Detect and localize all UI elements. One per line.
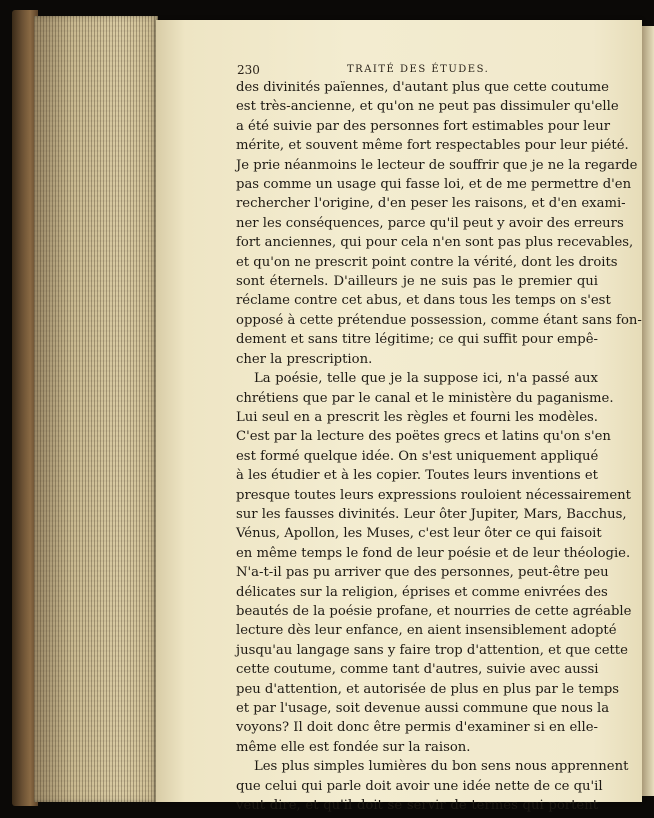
text-line: pas comme un usage qui fasse loi, et de me permettre d'en [236,177,632,193]
text-line: beautés de la poésie profane, et nourries de cette agréable [236,603,632,619]
text-line: jusqu'au langage sans y faire trop d'attention, et que cette [236,642,628,658]
text-line: cher la prescription. [236,351,373,367]
text-line: Vénus, Apollon, les Muses, c'est leur ôter ce qui faisoit [236,526,602,542]
text-line: rechercher l'origine, d'en peser les raisons, et d'en exami- [236,196,626,212]
running-head: TRAITÉ DES ÉTUDES. [347,64,490,75]
text-line: opposé à cette prétendue possession, comme étant sans fon- [236,312,642,328]
text-line: lecture dès leur enfance, en aient insensiblement adopté [236,623,617,639]
text-line: dement et sans titre légitime; ce qui suffit pour empê- [236,332,598,348]
text-line: Lui seul en a prescrit les règles et fourni les modèles. [236,409,598,425]
page-number: 230 [237,63,260,77]
page-text [236,78,642,815]
text-line: et qu'on ne prescrit point contre la vérité, dont les droits [236,254,618,270]
text-line: voyons? Il doit donc être permis d'examiner si en elle- [236,720,598,736]
text-line: réclame contre cet abus, et dans tous les temps on s'est [236,293,611,309]
text-line: presque toutes leurs expressions rouloient nécessairement [236,487,631,503]
text-line: a été suivie par des personnes fort estimables pour leur [236,118,610,134]
text-line: est très-ancienne, et qu'on ne peut pas dissimuler qu'elle [236,99,619,115]
text-line: à les étudier et à les copier. Toutes leurs inventions et [236,468,598,484]
text-line: en même temps le fond de leur poésie et de leur théologie. [236,545,631,561]
text-line: que celui qui parle doit avoir une idée nette de ce qu'il [236,778,603,794]
page-block-edges [34,16,158,802]
right-page-edge [642,26,654,796]
text-line: mérite, et souvent même fort respectables pour leur piété. [236,138,629,154]
text-line: délicates sur la religion, éprises et comme enivrées des [236,584,608,600]
text-line: et par l'usage, soit devenue aussi commune que nous la [236,701,610,716]
text-line: Je prie néanmoins le lecteur de souffrir que je ne la regarde [236,157,638,173]
text-line: est formé quelque idée. On s'est uniquement appliqué [236,448,599,464]
text-line: même elle est fondée sur la raison. [236,739,471,755]
text-line: N'a-t-il pas pu arriver que des personnes, peut-être peu [236,565,609,581]
text-line: sont éternels. D'ailleurs je ne suis pas le premier qui [236,274,598,290]
text-line: Les plus simples lumières du bon sens nous apprennent [254,759,629,775]
text-line: ner les conséquences, parce qu'il peut y avoir des erreurs [236,215,624,231]
page-header [237,63,597,77]
text-line: La poésie, telle que je la suppose ici, n'a passé aux [254,371,598,387]
text-line: C'est par la lecture des poëtes grecs et latins qu'on s'en [236,429,611,445]
text-line: veut dire, et qu'il doit se servir de termes qui portent [236,798,598,814]
text-line: fort anciennes, qui pour cela n'en sont pas plus recevables, [236,235,634,251]
text-line: peu d'attention, et autorisée de plus en plus par le temps [236,681,620,697]
text-line: cette coutume, comme tant d'autres, suivie avec aussi [236,662,599,678]
text-line: sur les fausses divinités. Leur ôter Jupiter, Mars, Bacchus, [236,506,627,522]
text-line: chrétiens que par le canal et le ministère du paganisme. [236,390,614,406]
text-line: des divinités païennes, d'autant plus que cette coutume [236,80,609,95]
